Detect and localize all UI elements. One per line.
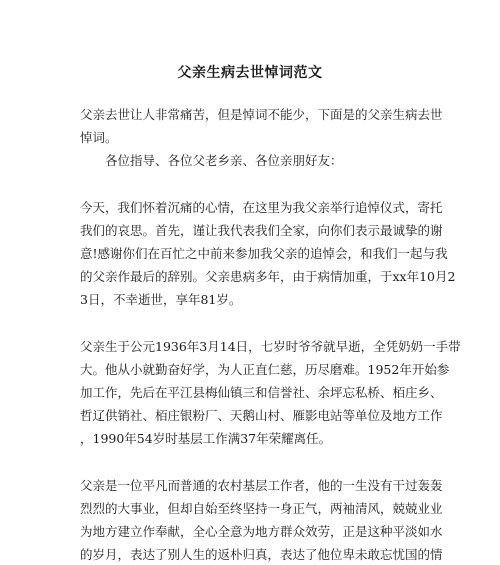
paragraph-line: 的岁月，表达了别人生的返朴归真，表达了他位卑未敢忘忧国的情 (80, 547, 443, 562)
paragraph-line: 为地方建立作奉献，全心全意为地方群众效劳，正是这种平淡如水 (80, 524, 443, 539)
paragraph-line: 加工作，先后在平江县梅仙镇三和信誉社、余坪忘私桥、栢庄乡、 (80, 385, 443, 400)
intro-paragraph (80, 103, 443, 149)
paragraph-line: 父亲是一位平凡而普通的农村基层工作者，他的一生没有干过轰轰 (80, 478, 443, 493)
paragraph-line: 烈烈的大事业，但却自始至终坚持一身正气，两袖清风，兢兢业业 (80, 501, 443, 516)
paragraph-line: 哲辽供销社、栢庄银粉厂、天鹅山村、雁影电站等单位及地方工作 (80, 408, 443, 423)
greeting-paragraph (80, 149, 420, 172)
paragraph-line: 3日，不幸逝世，享年81岁。 (80, 292, 242, 307)
body-paragraph-1 (80, 196, 456, 311)
paragraph-line: 的父亲作最后的辞别。父亲患病多年，由于病情加重，于xx年10月2 (80, 269, 456, 284)
paragraph-line: 大。他从小就勤奋好学，为人正直仁慈，历尽磨难。1952年开始参 (80, 362, 450, 377)
paragraph-line: 父亲去世让人非常痛苦，但是悼词不能少，下面是的父亲生病去世 (80, 107, 443, 122)
paragraph-line: 意!感谢你们在百忙之中前来参加我父亲的追悼会，和我们一起与我 (80, 246, 448, 261)
body-paragraph-2 (80, 335, 461, 450)
document-title: 父亲生病去世悼词范文 (177, 65, 323, 81)
body-paragraph-3 (80, 474, 443, 565)
paragraph-line: 我们的哀思。首先，谨让我代表我们全家，向你们表示最诚挚的谢 (80, 223, 443, 238)
greeting-line: 各位指导、各位父老乡亲、各位亲朋好友： (105, 153, 343, 168)
paragraph-line: ，1990年54岁时基层工作满37年荣耀离任。 (80, 431, 332, 446)
paragraph-line: 父亲生于公元1936年3月14日，七岁时爷爷就早逝，全凭奶奶一手带 (80, 339, 461, 354)
paragraph-line: 今天，我们怀着沉痛的心情，在这里为我父亲举行追悼仪式，寄托 (80, 200, 443, 215)
paragraph-line: 悼词。 (80, 130, 118, 145)
